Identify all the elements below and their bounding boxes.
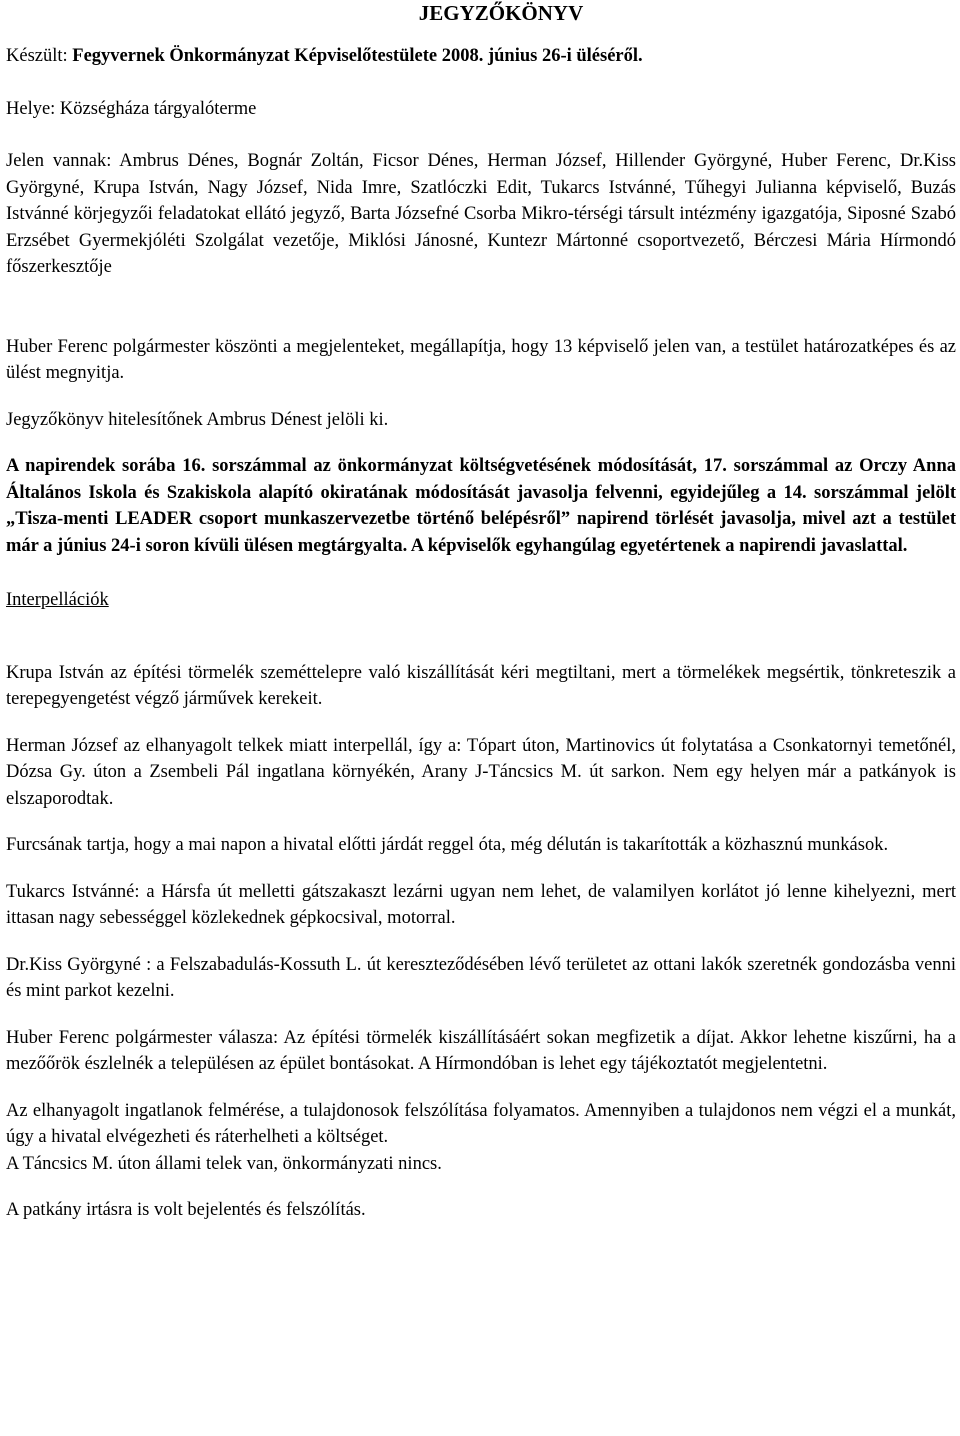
agenda-paragraph: A napirendek sorába 16. sorszámmal az önkormányzat költségvetésének módosítását, 17. sorszámmal az Orczy Anna Általános Iskola és Szakiskola alapító okiratának módosítását javasolja felvenni, egyidejűleg a 14. sorszámmal jelölt „Tisza-menti LEADER csoport munkaszervezetbe történő belépésről” napirend törlését javasolja, mivel azt a testület már a június 24-i soron kívüli ülésen megtárgyalta. A képviselők egyhangúlag egyetértenek a napirendi javaslattal. — [6, 456, 956, 556]
interpellation-paragraph: A Táncsics M. úton állami telek van, önkormányzati nincs. — [6, 1153, 442, 1174]
interpellation-paragraph: Furcsának tartja, hogy a mai napon a hivatal előtti járdát reggel óta, még délután is takarították a közhasznú munkások. — [6, 835, 889, 855]
interpellations-heading: Interpellációk — [6, 590, 109, 610]
minutes-page — [6, 0, 956, 1224]
made-label: Készült: — [6, 46, 73, 66]
interpellation-paragraph: Tukarcs Istvánné: a Hársfa út melletti gátszakaszt lezárni ugyan nem lehet, de valamilyen korlátot jó lenne kihelyezni, mert ittasan nagy sebességgel közlekednek gépkocsival, motorral. — [6, 881, 956, 928]
made-line — [6, 43, 956, 70]
made-value: Fegyvernek Önkormányzat Képviselőtestülete 2008. június 26-i üléséről. — [72, 46, 643, 66]
validator-paragraph: Jegyzőkönyv hitelesítőnek Ambrus Dénest jelöli ki. — [6, 409, 389, 430]
attendees-paragraph: Jelen vannak: Ambrus Dénes, Bognár Zoltán, Ficsor Dénes, Herman József, Hillender Györgyné, Huber Ferenc, Dr.Kiss Györgyné, Krupa István, Nagy József, Nida Imre, Szatlóczki Edit, Tukarcs Istvánné, Tűhegyi Julianna képviselő, Buzás Istvánné körjegyzői feladatokat ellátó jegyző, Barta Józsefné Csorba Mikro-térségi társult intézmény igazgatója, Siposné Szabó Erzsébet Gyermekjóléti Szolgálat vezetője, Miklósi Jánosné, Kuntezr Mártonné csoportvezető, Bérczesi Mária Hírmondó főszerkesztője — [6, 151, 956, 277]
interpellation-paragraph: Dr.Kiss Györgyné : a Felszabadulás-Kossuth L. út kereszteződésében lévő területet az ottani lakók szeretnék gondozásba venni és mint parkot kezelni. — [6, 954, 956, 1001]
interpellation-paragraph: Huber Ferenc polgármester válasza: Az építési törmelék kiszállításáért sokan megfizetik a díjat. Akkor lehetne kiszűrni, ha a mezőőrök észlelnék a településen az épület bontásokat. A Hírmondóban is lehet egy tájékoztatót megjelentetni. — [6, 1027, 956, 1074]
opening-paragraph: Huber Ferenc polgármester köszönti a megjelenteket, megállapítja, hogy 13 képviselő jelen van, a testület határozatképes és az ülést megnyitja. — [6, 336, 956, 383]
interpellation-paragraph: A patkány irtásra is volt bejelentés és felszólítás. — [6, 1200, 366, 1220]
interpellation-paragraph: Krupa István az építési törmelék szeméttelepre való kiszállítását kéri megtiltani, mert a törmelékek megsértik, tönkreteszik a terepegyengetést végző járművek kerekeit. — [6, 662, 956, 709]
place-line: Helye: Községháza tárgyalóterme — [6, 98, 257, 119]
document-title: JEGYZŐKÖNYV — [418, 1, 584, 25]
interpellation-paragraph: Herman József az elhanyagolt telkek miatt interpellál, így a: Tópart úton, Martinovics út folytatása a Csonkatornyi temetőnél, Dózsa Gy. úton a Zsembeli Pál ingatlana környékén, Arany J-Táncsics M. út sarkon. Nem egy helyen már a patkányok is elszaporodtak. — [6, 735, 956, 809]
interpellation-paragraph: Az elhanyagolt ingatlanok felmérése, a tulajdonosok felszólítása folyamatos. Amennyiben a tulajdonos nem végzi el a munkát, úgy a hivatal elvégezheti és ráterhelheti a költséget. — [6, 1100, 956, 1147]
